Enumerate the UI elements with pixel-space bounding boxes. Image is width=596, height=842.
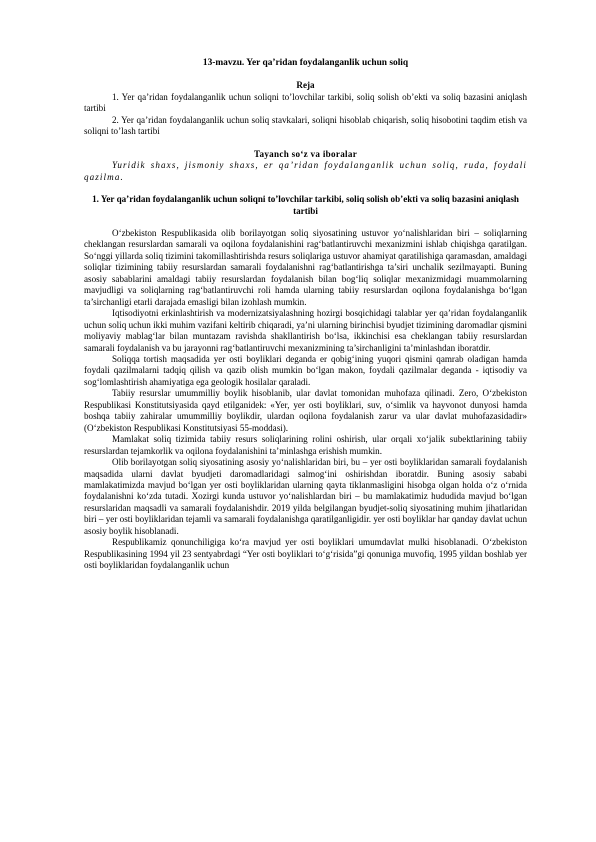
reja-item-2: 2. Yer qa’ridan foydalanganlik uchun soliq stavkalari, soliqni hisoblab chiqarish, soliq hisobotini taqdim etish va soliqni to’lash tartibi	[84, 114, 527, 137]
paragraph: O‘zbekiston Respublikasida olib borilayotgan soliq siyosatining ustuvor yo‘nalishlaridan biri – soliqlarning cheklangan resurslardan samarali va oqilona foydalanishini rag‘batlantiruvchi mexanizmini ishlab chiqishga qaratilgan. So‘nggi yillarda soliq tizimini takomillashtirishda resurs soliqlariga ustuvor ahamiyat qaratilishiga qaramasdan, amaldagi soliqlar tizimining tabiiy resurslardan samarali foydalanishni rag‘batlantirishga ta’siri unchalik sezilmayapti. Buning asosiy sabablarini amaldagi tabiiy resurslardan foydalanish bilan bog‘liq soliqlar mexanizmidagi muammolarning mavjudligi va soliqlarning rag‘batlantiruvchi roli hamda ularning tabiiy resurslardan oqilona foydalanishga bo‘lgan ta’sirchanligi etarli darajada emasligi bilan izohlash mumkin.	[84, 227, 527, 307]
paragraph: Olib borilayotgan soliq siyosatining asosiy yo‘nalishlaridan biri, bu – yer osti boyliklaridan samarali foydalanish maqsadida ularni davlat byudjeti daromadlaridagi salmog‘ini oshirishdan iboratdir. Buning asosiy sababi mamlakatimizda mavjud bo‘lgan yer osti boyliklaridan ularning qayta tiklanmasligini hisobga olgan holda o‘z o‘rnida foydalanishni ko‘zda tutadi. Xozirgi kunda ustuvor yo‘nalishlardan biri – bu mamlakatimiz hududida mavjud bo‘lgan resurslaridan maqsadli va samarali foydalanishdir. 2019 yilda belgilangan byudjet-soliq siyosatining muhim jihatlaridan biri – yer osti boyliklaridan tejamli va samarali foydalanishga qaratilganligidir. yer osti boyliklar har qanday davlat uchun asosiy boylik hisoblanadi.	[84, 457, 527, 536]
paragraph: Respublikamiz qonunchiligiga ko‘ra mavjud yer osti boyliklari umumdavlat mulki hisoblanadi. O‘zbekiston Respublikasining 1994 yil 23 sentyabrdagi “Yer osti boyliklari to‘g‘risida”gi qonuniga muvofiq, 1995 yildan boshlab yer osti boyliklaridan foydalanganlik uchun	[84, 537, 527, 571]
document-page	[84, 58, 527, 572]
paragraph: Soliqqa tortish maqsadida yer osti boyliklari deganda er qobig‘ining yuqori qismini qamrab oladigan hamda foydali qazilmalarni tadqiq qilish va qazib olish mumkin bo‘lgan makon, foydali qazilmalar deganda - iqtisodiy va sog‘lomlashtirish ahamiyatiga ega geologik hosilalar qaraladi.	[84, 353, 527, 387]
paragraph: Iqtisodiyotni erkinlashtirish va modernizatsiyalashning hozirgi bosqichidagi talablar yer qa’ridan foydalanganlik uchun soliq uchun ikki muhim vazifani keltirib chiqaradi, ya’ni ularning birinchisi byudjet tizimining daromadlar qismini moliyaviy mablag‘lar bilan muntazam ravishda shakllantirish bo‘lsa, ikkinchisi esa cheklangan tabiiy resurslardan samarali foydalanish va bu jarayonni rag‘batlantiruvchi mexanizmining ta’sirchanligini ta’minlashdan iboratdir.	[84, 308, 527, 353]
page-title: 13-mavzu. Yer qa’ridan foydalanganlik uchun soliq	[202, 58, 409, 68]
tayanch-heading: Tayanch so‘z va iboralar	[253, 148, 358, 159]
paragraph: Tabiiy resurslar umummilliy boylik hisoblanib, ular davlat tomonidan muhofaza qilinadi. Zero, O‘zbekiston Respublikasi Konstitutsiyasida qayd etilganidek: «Yer, yer osti boyliklari, suv, o‘simlik va hayvonot dunyosi hamda boshqa tabiiy zahiralar umummilliy boylikdir, ulardan oqilona foydalanish zarur va ular davlat muhofazasidadir» (O‘zbekiston Respublikasi Konstitutsiyasi 55-moddasi).	[84, 388, 527, 433]
tayanch-text: Yuridik shaxs, jismoniy shaxs, er qa’ridan foydalanganlik uchun soliq, ruda, foydali qazilma.	[84, 160, 527, 182]
reja-heading: Reja	[296, 80, 315, 91]
paragraph: Mamlakat soliq tizimida tabiiy resurs soliqlarining rolini oshirish, ular orqali xo‘jalik subektlarining tabiiy resurslardan tejamkorlik va oqilona foydalanishini ta’minlashga erishish mumkin.	[84, 434, 527, 456]
section-heading: 1. Yer qa’ridan foydalanganlik uchun soliqni to’lovchilar tarkibi, soliq solish ob’ekti va soliq bazasini aniqlash tartibi	[92, 194, 519, 216]
reja-item-1: 1. Yer qa’ridan foydalanganlik uchun soliqni to’lovchilar tarkibi, soliq solish ob’ekti va soliq bazasini aniqlash tartibi	[84, 91, 527, 114]
